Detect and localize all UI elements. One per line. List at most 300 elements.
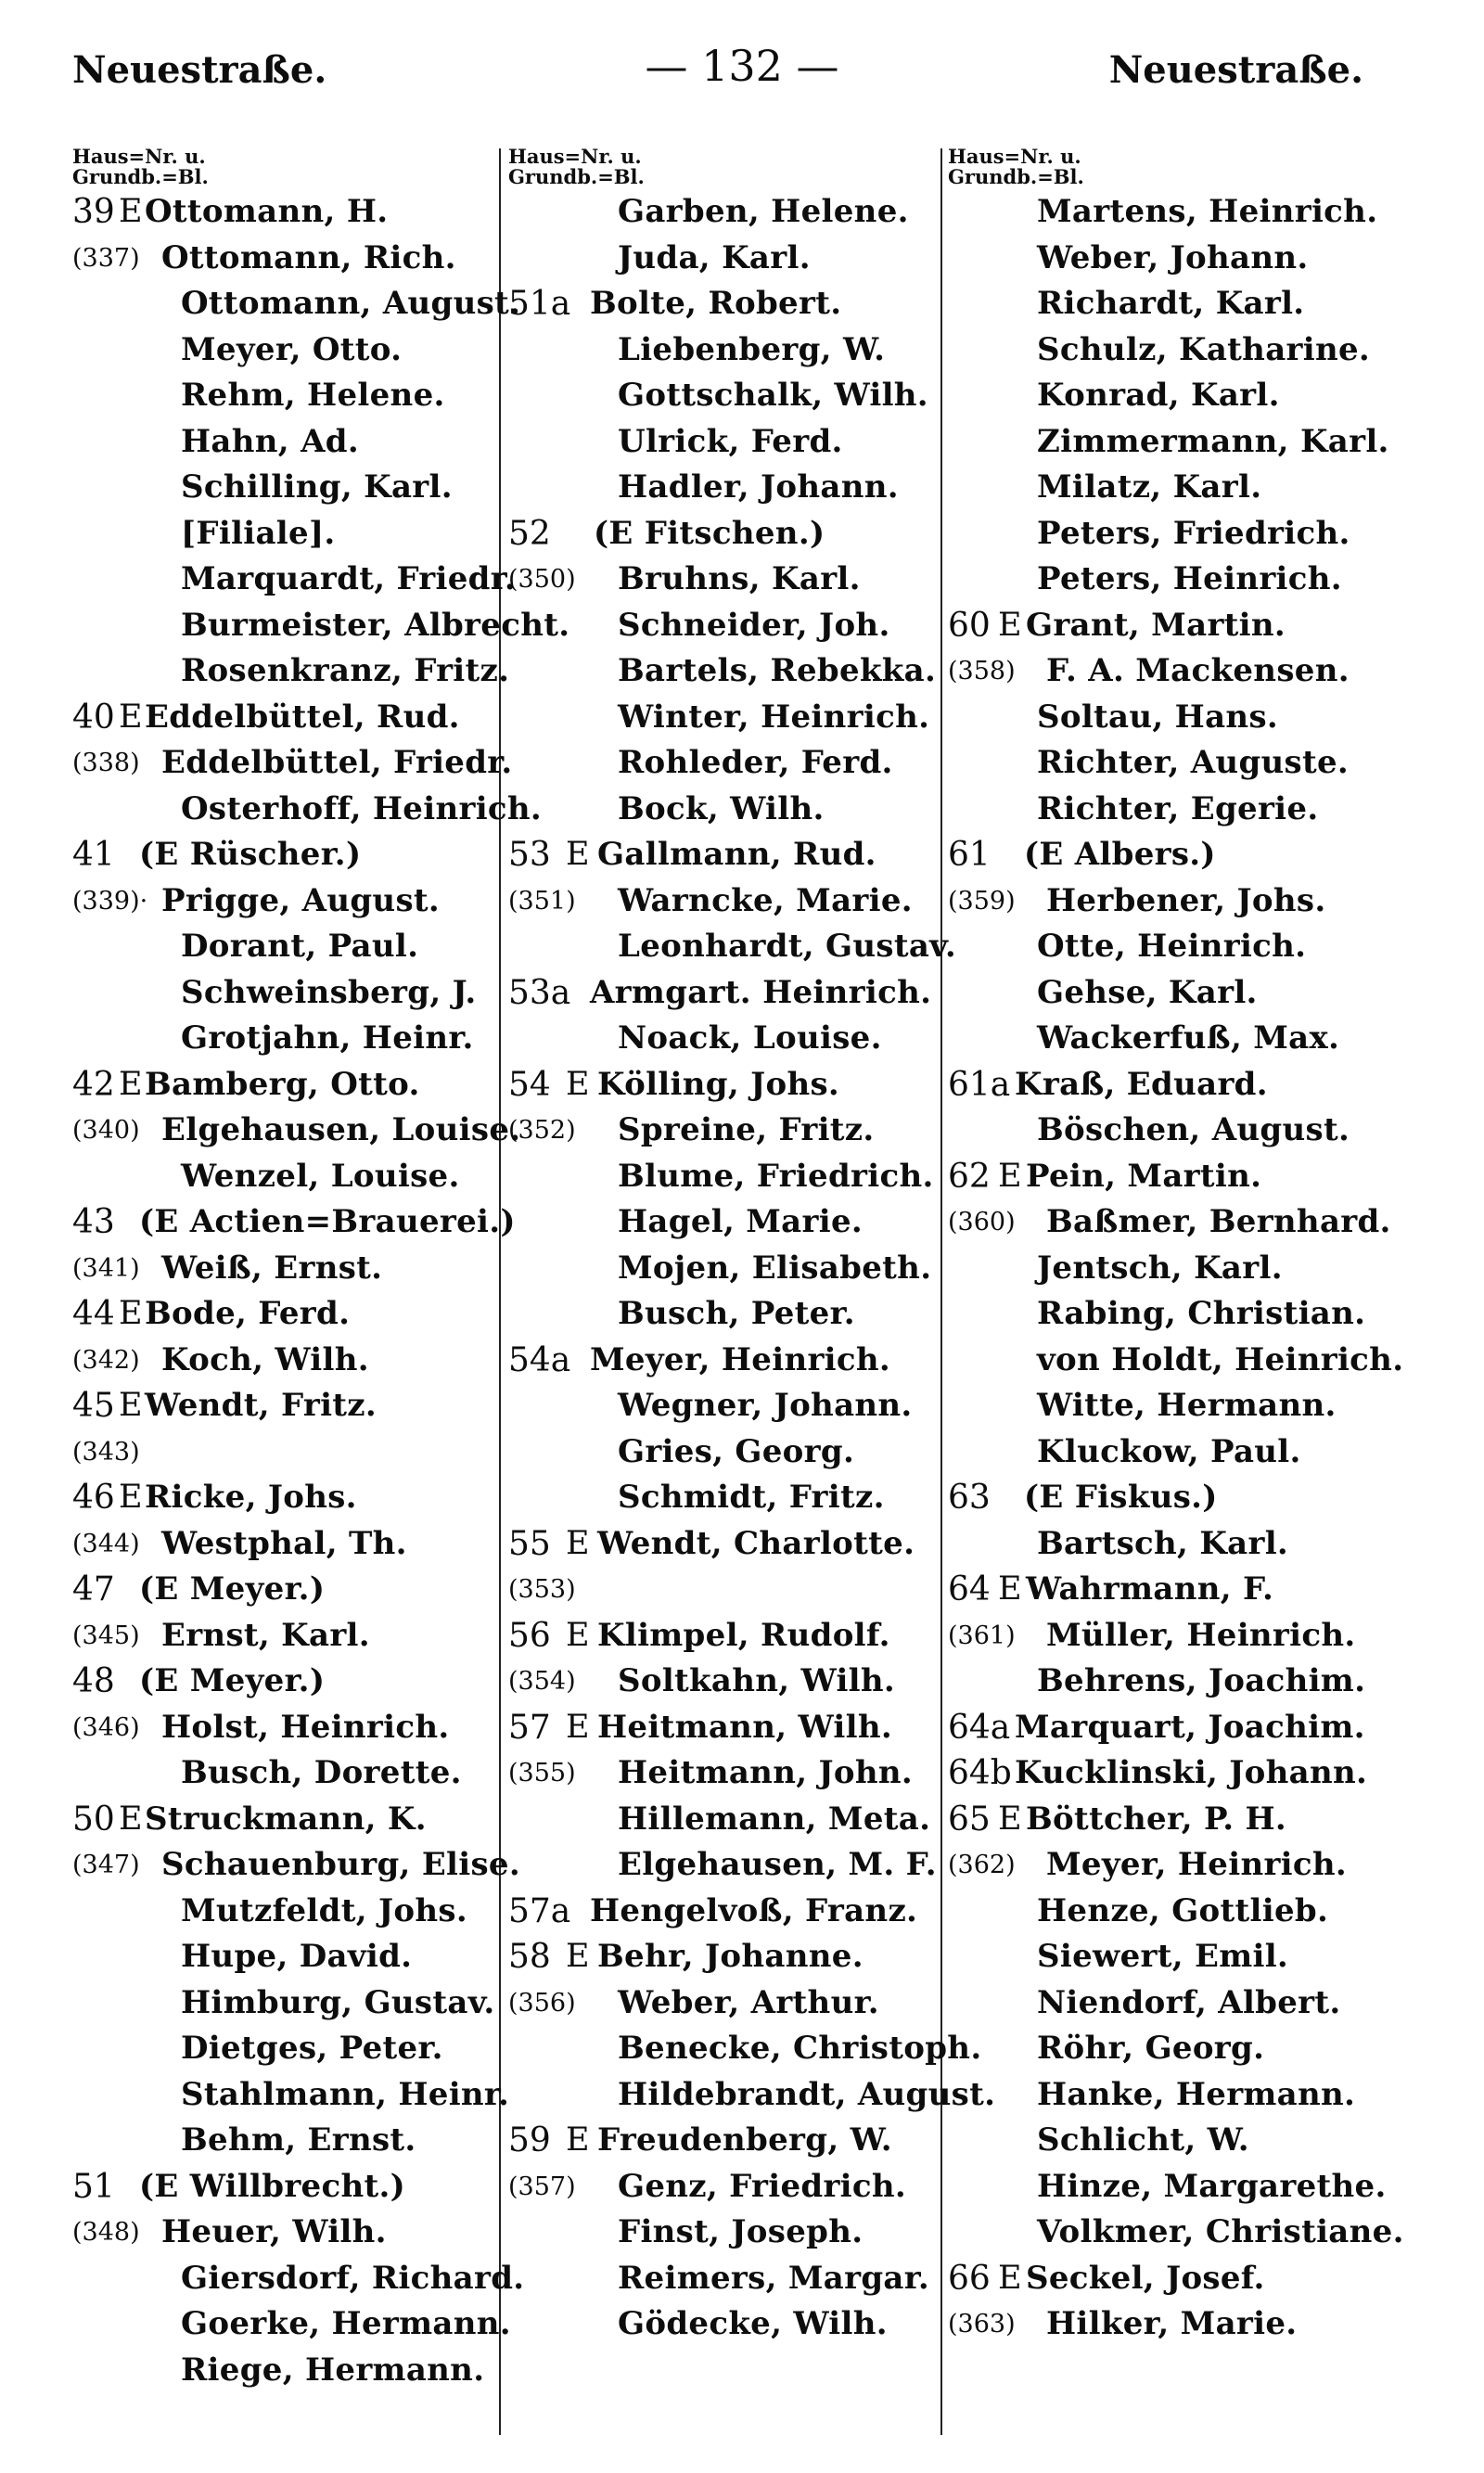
directory-entry	[508, 970, 948, 1017]
resident-name: [Filiale].	[181, 514, 336, 552]
house-number: 54	[508, 1065, 551, 1104]
directory-entry	[508, 1154, 948, 1200]
directory-entry	[508, 236, 948, 282]
directory-entry	[508, 1291, 948, 1338]
resident-name: Giersdorf, Richard.	[181, 2259, 525, 2297]
directory-entry	[508, 2164, 948, 2210]
resident-name: Winter, Heinrich.	[618, 698, 930, 736]
resident-name: Gries, Georg.	[618, 1432, 855, 1470]
directory-entry	[508, 648, 948, 695]
directory-entry	[508, 1338, 948, 1384]
directory-entry	[508, 1016, 948, 1062]
house-number: 63	[948, 1479, 991, 1517]
house-number: 56	[508, 1616, 551, 1655]
owner-marker: E	[998, 606, 1022, 644]
directory-entry	[948, 1842, 1467, 1889]
resident-name: Bartsch, Karl.	[1037, 1524, 1289, 1562]
directory-entry	[948, 1154, 1467, 1200]
directory-entry	[72, 1291, 508, 1338]
resident-name: Westphal, Th.	[161, 1524, 407, 1562]
resident-name: Schulz, Katharine.	[1037, 330, 1371, 368]
resident-name: Reimers, Margar.	[618, 2259, 929, 2297]
directory-entry	[72, 419, 508, 466]
grundbuch-number: (337)	[72, 243, 140, 273]
directory-entry	[948, 2301, 1467, 2348]
resident-name: Koch, Wilh.	[161, 1340, 369, 1378]
directory-entry	[72, 740, 513, 787]
house-number: 42	[72, 1065, 115, 1104]
resident-name: Schneider, Joh.	[618, 606, 890, 644]
resident-name: Bruhns, Karl.	[618, 560, 861, 597]
resident-name: Hildebrandt, August.	[618, 2075, 996, 2113]
directory-entry	[508, 1659, 948, 1705]
directory-entry	[508, 2210, 948, 2256]
directory-entry	[72, 373, 508, 419]
resident-name: (E Albers.)	[1024, 836, 1216, 873]
owner-marker: E	[566, 2121, 590, 2159]
directory-entry	[948, 1567, 1467, 1613]
resident-name: Behm, Ernst.	[181, 2121, 416, 2159]
resident-name: von Holdt, Heinrich.	[1037, 1340, 1404, 1378]
owner-marker: E	[998, 1800, 1022, 1838]
resident-name: Zimmermann, Karl.	[1037, 422, 1389, 460]
directory-entry	[948, 787, 1467, 833]
directory-entry	[508, 603, 948, 649]
directory-entry	[72, 878, 508, 925]
resident-name: Ottomann, Rich.	[161, 238, 456, 276]
column-heading-line1: Haus=Nr. u.	[72, 145, 206, 168]
resident-name: Benecke, Christoph.	[618, 2030, 982, 2067]
resident-name: Weiß, Ernst.	[161, 1249, 383, 1287]
resident-name: Genz, Friedrich.	[618, 2167, 907, 2205]
directory-entry	[72, 2210, 508, 2256]
directory-entry	[508, 1246, 948, 1292]
directory-entry	[72, 327, 508, 374]
directory-entry	[72, 2301, 511, 2348]
directory-entry	[948, 970, 1467, 1017]
resident-name: Blume, Friedrich.	[618, 1157, 934, 1195]
resident-name: Meyer, Heinrich.	[590, 1340, 891, 1378]
grundbuch-number: (355)	[508, 1759, 576, 1787]
house-number: 50	[72, 1800, 115, 1839]
directory-entry	[948, 281, 1467, 327]
resident-name: Richter, Auguste.	[1037, 744, 1350, 781]
resident-name: Behrens, Joachim.	[1037, 1662, 1366, 1699]
directory-entry	[948, 1383, 1467, 1429]
resident-name: Rehm, Helene.	[181, 377, 445, 414]
directory-entry	[948, 1889, 1467, 1935]
owner-marker: E	[119, 193, 143, 230]
resident-name: Prigge, August.	[161, 881, 441, 919]
directory-entry	[948, 603, 1467, 649]
resident-name: Bolte, Robert.	[590, 285, 842, 322]
resident-name: Milatz, Karl.	[1037, 468, 1262, 506]
directory-entry	[72, 695, 508, 741]
directory-entry	[508, 419, 948, 466]
house-number: 64	[948, 1570, 991, 1608]
directory-entry	[72, 1705, 508, 1751]
directory-entry	[948, 1613, 1467, 1659]
directory-entry	[508, 1842, 948, 1889]
entry-list	[948, 189, 1467, 2348]
resident-name: Wahrmann, F.	[1026, 1570, 1274, 1608]
resident-name: Henze, Gottlieb.	[1037, 1891, 1329, 1929]
resident-name: Wendt, Charlotte.	[597, 1524, 915, 1562]
resident-name: Ottomann, August.	[181, 285, 521, 322]
directory-entry	[72, 970, 508, 1017]
resident-name: Kölling, Johs.	[597, 1065, 840, 1103]
directory-entry	[72, 2164, 508, 2210]
directory-entry	[508, 1521, 948, 1568]
resident-name: Klimpel, Rudolf.	[597, 1616, 890, 1654]
resident-name: Ernst, Karl.	[161, 1616, 370, 1654]
resident-name: Schmidt, Fritz.	[618, 1479, 885, 1516]
resident-name: Niendorf, Albert.	[1037, 1983, 1341, 2021]
grundbuch-number: (347)	[72, 1851, 140, 1879]
owner-marker: E	[566, 1524, 590, 1562]
directory-entry	[72, 924, 508, 970]
resident-name: Weber, Johann.	[1037, 238, 1309, 276]
directory-entry	[508, 1750, 948, 1797]
directory-entry	[948, 832, 1467, 878]
house-number: 61	[948, 836, 991, 874]
owner-marker: E	[119, 1295, 143, 1332]
directory-entry	[948, 236, 1467, 282]
resident-name: Himburg, Gustav.	[181, 1983, 495, 2021]
resident-name: (E Meyer.)	[139, 1662, 326, 1699]
owner-marker: E	[119, 1065, 143, 1103]
resident-name: Soltkahn, Wilh.	[618, 1662, 896, 1699]
owner-marker: E	[998, 2259, 1022, 2297]
resident-name: Baßmer, Bernhard.	[1046, 1203, 1391, 1240]
resident-name: Elgehausen, Louise.	[161, 1111, 521, 1148]
directory-entry	[72, 1659, 508, 1705]
resident-name: Witte, Hermann.	[1037, 1387, 1337, 1424]
resident-name: Heitmann, Wilh.	[597, 1708, 892, 1746]
house-number: 57	[508, 1708, 551, 1747]
resident-name: Wendt, Fritz.	[145, 1387, 377, 1424]
house-number: 48	[72, 1662, 115, 1700]
directory-entry	[508, 557, 948, 603]
resident-name: Wenzel, Louise.	[181, 1157, 460, 1195]
column-heading-line1: Haus=Nr. u.	[948, 145, 1081, 168]
directory-entry	[72, 1475, 508, 1521]
resident-name: Richter, Egerie.	[1037, 789, 1319, 827]
house-number: 58	[508, 1938, 551, 1976]
column-heading-line2: Grundb.=Bl.	[948, 165, 1084, 188]
directory-entry	[948, 1521, 1467, 1568]
grundbuch-number: (358)	[948, 657, 1016, 686]
directory-entry	[948, 511, 1467, 557]
owner-marker: E	[998, 1157, 1022, 1195]
house-number: 44	[72, 1295, 115, 1333]
resident-name: Rabing, Christian.	[1037, 1295, 1366, 1332]
resident-name: Warncke, Marie.	[618, 881, 913, 919]
resident-name: (E Rüscher.)	[139, 836, 362, 873]
directory-entry	[72, 1383, 508, 1429]
resident-name: Hillemann, Meta.	[618, 1800, 931, 1838]
resident-name: Dorant, Paul.	[181, 928, 419, 965]
directory-entry	[72, 1567, 508, 1613]
directory-entry	[508, 1383, 948, 1429]
directory-entry	[948, 1934, 1467, 1980]
directory-entry	[72, 189, 508, 236]
directory-entry	[72, 2072, 508, 2119]
directory-entry	[508, 2301, 948, 2348]
grundbuch-number: (340)	[72, 1116, 140, 1145]
running-head-left: Neuestraße.	[72, 48, 327, 92]
directory-entry	[508, 1062, 948, 1108]
resident-name: Spreine, Fritz.	[618, 1111, 875, 1148]
directory-entry	[508, 1980, 948, 2027]
directory-entry	[508, 695, 948, 741]
directory-entry	[948, 1199, 1467, 1246]
resident-name: Holst, Heinrich.	[161, 1708, 450, 1746]
owner-marker: E	[119, 698, 143, 736]
resident-name: Busch, Dorette.	[181, 1754, 462, 1791]
owner-marker: E	[566, 1616, 590, 1654]
directory-entry	[508, 1889, 948, 1935]
resident-name: Grotjahn, Heinr.	[181, 1019, 474, 1057]
grundbuch-number: (353)	[508, 1575, 576, 1604]
resident-name: Hahn, Ad.	[181, 422, 359, 460]
owner-marker: E	[119, 1800, 143, 1838]
directory-entry	[508, 1567, 948, 1613]
resident-name: Seckel, Josef.	[1026, 2259, 1265, 2297]
directory-entry	[508, 1705, 948, 1751]
resident-name: Gottschalk, Wilh.	[618, 377, 928, 414]
directory-entry	[72, 787, 543, 833]
directory-entry	[948, 878, 1467, 925]
resident-name: Armgart. Heinrich.	[590, 973, 932, 1011]
grundbuch-number: (351)	[508, 886, 576, 916]
directory-entry	[948, 419, 1467, 466]
directory-entry	[948, 1291, 1467, 1338]
house-number: 64a	[948, 1708, 1011, 1747]
resident-name: Osterhoff, Heinrich.	[181, 789, 543, 827]
resident-name: Mojen, Elisabeth.	[618, 1249, 932, 1287]
directory-entry	[948, 557, 1467, 603]
grundbuch-number: (338)	[72, 749, 140, 777]
resident-name: Heuer, Wilh.	[161, 2213, 387, 2250]
directory-entry	[72, 1338, 508, 1384]
grundbuch-number: (345)	[72, 1621, 140, 1650]
resident-name: Wackerfuß, Max.	[1037, 1019, 1340, 1057]
resident-name: Ulrick, Ferd.	[618, 422, 843, 460]
resident-name: Otte, Heinrich.	[1037, 928, 1307, 965]
directory-entry	[948, 1659, 1467, 1705]
resident-name: Kucklinski, Johann.	[1015, 1754, 1368, 1791]
directory-entry	[948, 1338, 1467, 1384]
house-number: 57a	[508, 1891, 571, 1930]
resident-name: Bamberg, Otto.	[145, 1065, 420, 1103]
directory-entry	[948, 2072, 1467, 2119]
directory-entry	[948, 2210, 1467, 2256]
directory-entry	[948, 2164, 1467, 2210]
directory-entry	[948, 189, 1467, 236]
house-number: 39	[72, 193, 115, 231]
house-number: 53a	[508, 973, 571, 1012]
directory-entry	[948, 327, 1467, 374]
directory-entry	[508, 740, 948, 787]
resident-name: Rosenkranz, Fritz.	[181, 652, 510, 689]
directory-entry	[508, 1934, 948, 1980]
house-number: 41	[72, 836, 115, 874]
resident-name: Richardt, Karl.	[1037, 285, 1305, 322]
resident-name: Peters, Heinrich.	[1037, 560, 1342, 597]
resident-name: (E Fiskus.)	[1024, 1479, 1218, 1516]
directory-entry	[72, 603, 570, 649]
grundbuch-number: (344)	[72, 1529, 140, 1558]
grundbuch-number: (346)	[72, 1712, 140, 1742]
directory-entry	[72, 465, 508, 511]
resident-name: Goerke, Hermann.	[181, 2305, 511, 2342]
resident-name: Meyer, Heinrich.	[1046, 1846, 1348, 1883]
running-head-right: Neuestraße.	[1108, 48, 1363, 92]
house-number: 62	[948, 1157, 991, 1196]
resident-name: Mutzfeldt, Johs.	[181, 1891, 467, 1929]
resident-name: Garben, Helene.	[618, 193, 909, 230]
directory-entry	[948, 465, 1467, 511]
directory-entry	[948, 740, 1467, 787]
column-heading	[948, 147, 1467, 187]
resident-name: Hengelvoß, Franz.	[590, 1891, 918, 1929]
directory-entry	[508, 1108, 948, 1154]
directory-entry	[72, 2118, 508, 2164]
directory-entry	[508, 1475, 948, 1521]
resident-name: Burmeister, Albrecht.	[181, 606, 570, 644]
resident-name: Hagel, Marie.	[618, 1203, 864, 1240]
house-number: 51a	[508, 285, 571, 323]
directory-entry	[72, 1429, 508, 1476]
page-number: — 132 —	[645, 41, 839, 91]
directory-entry	[72, 1016, 508, 1062]
resident-name: Hadler, Johann.	[618, 468, 899, 506]
directory-entry	[508, 281, 948, 327]
directory-entry	[72, 2026, 508, 2072]
resident-name: Kraß, Eduard.	[1015, 1065, 1268, 1103]
resident-name: Schlicht, W.	[1037, 2121, 1249, 2159]
column-heading-line2: Grundb.=Bl.	[508, 165, 645, 188]
house-number: 55	[508, 1524, 551, 1563]
resident-name: Stahlmann, Heinr.	[181, 2075, 510, 2113]
grundbuch-number: (362)	[948, 1851, 1016, 1879]
grundbuch-number: (339)·	[72, 886, 148, 916]
directory-entry	[72, 511, 508, 557]
owner-marker: E	[119, 1479, 143, 1516]
resident-name: Busch, Peter.	[618, 1295, 855, 1332]
column-heading-line2: Grundb.=Bl.	[72, 165, 209, 188]
resident-name: F. A. Mackensen.	[1046, 652, 1350, 689]
directory-entry	[72, 281, 521, 327]
resident-name: Noack, Louise.	[618, 1019, 882, 1057]
grundbuch-number: (343)	[72, 1437, 140, 1467]
directory-entry	[948, 1108, 1467, 1154]
owner-marker: E	[566, 836, 590, 873]
directory-entry	[72, 1934, 508, 1980]
directory-entry	[72, 1842, 520, 1889]
grundbuch-number: (352)	[508, 1116, 576, 1145]
resident-name: Eddelbüttel, Rud.	[145, 698, 460, 736]
resident-name: Riege, Hermann.	[181, 2351, 485, 2389]
house-number: 66	[948, 2259, 991, 2298]
directory-entry	[72, 1980, 508, 2027]
directory-entry	[508, 2026, 982, 2072]
directory-entry	[948, 1429, 1467, 1476]
resident-name: Schilling, Karl.	[181, 468, 453, 506]
directory-entry	[508, 832, 948, 878]
house-number: 59	[508, 2121, 551, 2159]
house-number: 60	[948, 606, 991, 645]
resident-name: Liebenberg, W.	[618, 330, 886, 368]
resident-name: Hanke, Hermann.	[1037, 2075, 1356, 2113]
directory-entry	[948, 648, 1467, 695]
resident-name: Kluckow, Paul.	[1037, 1432, 1301, 1470]
directory-entry	[72, 1108, 521, 1154]
directory-entry	[948, 1797, 1467, 1843]
directory-entry	[508, 189, 948, 236]
owner-marker: E	[119, 1387, 143, 1424]
resident-name: Grant, Martin.	[1026, 606, 1286, 644]
grundbuch-number: (360)	[948, 1208, 1016, 1236]
resident-name: Hilker, Marie.	[1046, 2305, 1298, 2342]
resident-name: (E Willbrecht.)	[139, 2167, 406, 2205]
directory-entry	[508, 2072, 996, 2119]
resident-name: (E Actien=Brauerei.)	[139, 1203, 516, 1240]
column-3	[948, 147, 1467, 2348]
resident-name: Bock, Wilh.	[618, 789, 825, 827]
resident-name: Meyer, Otto.	[181, 330, 403, 368]
house-number: 40	[72, 698, 115, 737]
resident-name: Böschen, August.	[1037, 1111, 1350, 1148]
grundbuch-number: (348)	[72, 2218, 140, 2247]
directory-entry	[508, 2256, 948, 2302]
owner-marker: E	[998, 1570, 1022, 1608]
house-number: 53	[508, 836, 551, 874]
directory-entry	[508, 327, 948, 374]
house-number: 54a	[508, 1340, 571, 1379]
resident-name: Bartels, Rebekka.	[618, 652, 937, 689]
directory-entry	[948, 2118, 1467, 2164]
directory-entry	[948, 1705, 1467, 1751]
resident-name: Marquart, Joachim.	[1015, 1708, 1365, 1746]
directory-entry	[508, 1429, 948, 1476]
resident-name: (E Meyer.)	[139, 1570, 326, 1608]
resident-name: Schweinsberg, J.	[181, 973, 477, 1011]
resident-name: Herbener, Johs.	[1046, 881, 1326, 919]
resident-name: Finst, Joseph.	[618, 2213, 864, 2250]
resident-name: Behr, Johanne.	[597, 1938, 864, 1975]
directory-entry	[948, 1750, 1467, 1797]
directory-entry	[72, 1613, 508, 1659]
directory-entry	[72, 1154, 508, 1200]
resident-name: Martens, Heinrich.	[1037, 193, 1378, 230]
owner-marker: E	[566, 1938, 590, 1975]
directory-entry	[948, 1980, 1467, 2027]
house-number: 64b	[948, 1754, 1012, 1792]
house-number: 61a	[948, 1065, 1011, 1104]
directory-entry	[72, 557, 516, 603]
directory-entry	[508, 2118, 948, 2164]
grundbuch-number: (342)	[72, 1345, 140, 1375]
resident-name: Schauenburg, Elise.	[161, 1846, 520, 1883]
directory-entry	[72, 832, 508, 878]
directory-entry	[508, 373, 948, 419]
directory-entry	[948, 924, 1467, 970]
resident-name: Pein, Martin.	[1026, 1157, 1262, 1195]
directory-entry	[948, 2256, 1467, 2302]
resident-name: Elgehausen, M. F.	[618, 1846, 937, 1883]
